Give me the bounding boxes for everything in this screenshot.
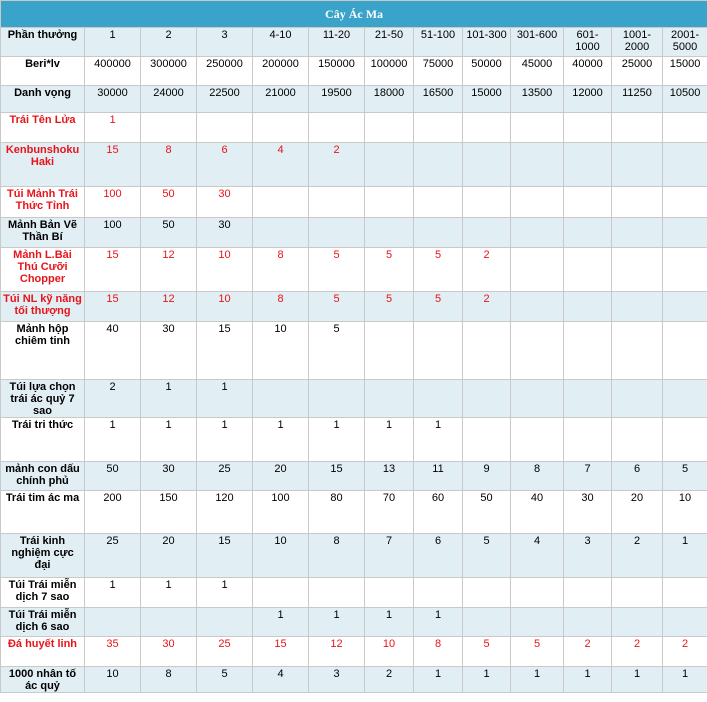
table-cell: 1: [663, 534, 707, 578]
table-cell: [511, 608, 564, 637]
table-row: [1, 578, 707, 608]
table-cell: [511, 322, 564, 380]
table-cell: [511, 248, 564, 292]
table-cell: [511, 143, 564, 187]
row-label: Túi lựa chọn trái ác quỷ 7 sao: [1, 380, 85, 418]
table-cell: 40: [85, 322, 141, 380]
table-cell: 30: [141, 637, 197, 667]
table-cell: [253, 578, 309, 608]
table-cell: [511, 418, 564, 462]
table-cell: [365, 322, 414, 380]
table-cell: 5: [414, 292, 463, 322]
column-header: 11-20: [309, 28, 365, 57]
table-cell: [414, 322, 463, 380]
table-cell: [253, 113, 309, 143]
table-cell: 1: [365, 608, 414, 637]
table-cell: 1: [663, 667, 707, 693]
table-cell: 8: [309, 534, 365, 578]
table-cell: 15: [85, 248, 141, 292]
table-row: [1, 608, 707, 637]
table-row: [1, 187, 707, 218]
column-header: 301-600: [511, 28, 564, 57]
row-label: Mảnh Bản Vẽ Thần Bí: [1, 218, 85, 248]
table-cell: [463, 322, 511, 380]
table-cell: 15: [85, 143, 141, 187]
table-cell: 35: [85, 637, 141, 667]
table-cell: [414, 578, 463, 608]
table-cell: 50000: [463, 57, 511, 86]
table-cell: 2: [463, 292, 511, 322]
header-row: [1, 28, 707, 57]
table-cell: 8: [141, 143, 197, 187]
table-cell: 10500: [663, 86, 707, 113]
table-cell: 1: [141, 380, 197, 418]
table-cell: [463, 380, 511, 418]
table-cell: 100: [253, 491, 309, 534]
row-label: Mảnh L.Bài Thú Cưỡi Chopper: [1, 248, 85, 292]
table-cell: 120: [197, 491, 253, 534]
table-cell: [663, 380, 707, 418]
table-cell: 10: [253, 534, 309, 578]
row-label: Danh vọng: [1, 86, 85, 113]
table-cell: 200000: [253, 57, 309, 86]
table-cell: 40000: [564, 57, 612, 86]
table-cell: 12: [141, 248, 197, 292]
table-cell: [612, 218, 663, 248]
table-cell: [612, 187, 663, 218]
table-cell: 5: [309, 322, 365, 380]
table-cell: 150: [141, 491, 197, 534]
column-header: 101-300: [463, 28, 511, 57]
table-cell: 15: [85, 292, 141, 322]
table-cell: [612, 578, 663, 608]
table-cell: [663, 578, 707, 608]
row-label: 1000 nhân tố ác quỷ: [1, 667, 85, 693]
table-cell: 8: [253, 248, 309, 292]
table-row: [1, 218, 707, 248]
table-cell: 2: [663, 637, 707, 667]
table-cell: [564, 218, 612, 248]
table-cell: 2: [612, 637, 663, 667]
row-label: Túi NL kỹ năng tối thượng: [1, 292, 85, 322]
row-label: Kenbunshoku Haki: [1, 143, 85, 187]
table-cell: [365, 380, 414, 418]
table-cell: 15: [309, 462, 365, 491]
table-cell: 8: [141, 667, 197, 693]
table-cell: [663, 248, 707, 292]
table-cell: 15: [253, 637, 309, 667]
table-cell: 1: [141, 578, 197, 608]
table-cell: 13500: [511, 86, 564, 113]
table-cell: 100000: [365, 57, 414, 86]
row-label: Túi Mảnh Trái Thức Tỉnh: [1, 187, 85, 218]
table-cell: [463, 608, 511, 637]
table-cell: 9: [463, 462, 511, 491]
table-cell: [564, 418, 612, 462]
table-cell: 30: [197, 218, 253, 248]
table-cell: [663, 113, 707, 143]
table-cell: [663, 608, 707, 637]
table-cell: 60: [414, 491, 463, 534]
table-cell: 5: [463, 637, 511, 667]
column-header: 4-10: [253, 28, 309, 57]
table-cell: 24000: [141, 86, 197, 113]
table-cell: 15: [197, 534, 253, 578]
table-cell: 3: [564, 534, 612, 578]
table-cell: [564, 608, 612, 637]
title-row: [1, 1, 707, 28]
table-cell: 15000: [663, 57, 707, 86]
table-cell: [511, 578, 564, 608]
table-cell: [564, 248, 612, 292]
table-cell: [414, 187, 463, 218]
table-cell: [612, 608, 663, 637]
table-title: Cây Ác Ma: [1, 1, 707, 28]
table-cell: 2: [309, 143, 365, 187]
table-cell: [463, 578, 511, 608]
table-cell: [564, 322, 612, 380]
table-cell: 5: [365, 292, 414, 322]
table-cell: [511, 187, 564, 218]
table-cell: [463, 218, 511, 248]
table-cell: [564, 113, 612, 143]
table-cell: 25: [85, 534, 141, 578]
table-cell: 1: [414, 608, 463, 637]
table-cell: 5: [365, 248, 414, 292]
table-cell: 1: [365, 418, 414, 462]
table-cell: 50: [141, 187, 197, 218]
table-cell: 1: [564, 667, 612, 693]
table-cell: 21000: [253, 86, 309, 113]
table-cell: [564, 380, 612, 418]
table-cell: [511, 292, 564, 322]
table-cell: [511, 218, 564, 248]
table-cell: 6: [197, 143, 253, 187]
table-cell: [612, 113, 663, 143]
table-cell: 25: [197, 462, 253, 491]
table-cell: 1: [511, 667, 564, 693]
table-cell: 10: [663, 491, 707, 534]
table-row: [1, 534, 707, 578]
table-cell: [253, 380, 309, 418]
table-cell: 400000: [85, 57, 141, 86]
table-cell: 1: [197, 380, 253, 418]
table-row: [1, 322, 707, 380]
table-cell: 1: [612, 667, 663, 693]
table-cell: 6: [612, 462, 663, 491]
table-cell: [309, 578, 365, 608]
row-label: Túi Trái miễn dịch 6 sao: [1, 608, 85, 637]
table-cell: 1: [85, 113, 141, 143]
table-cell: 2: [85, 380, 141, 418]
column-header: 1: [85, 28, 141, 57]
row-label: Trái tri thức: [1, 418, 85, 462]
table-cell: 3: [309, 667, 365, 693]
table-cell: [463, 143, 511, 187]
table-cell: 2: [612, 534, 663, 578]
table-cell: 20: [253, 462, 309, 491]
table-cell: [365, 113, 414, 143]
table-cell: 4: [253, 667, 309, 693]
table-cell: [141, 608, 197, 637]
table-cell: 70: [365, 491, 414, 534]
table-cell: 50: [463, 491, 511, 534]
table-cell: 20: [612, 491, 663, 534]
table-row: [1, 113, 707, 143]
table-cell: 22500: [197, 86, 253, 113]
table-cell: 15: [197, 322, 253, 380]
table-cell: 10: [85, 667, 141, 693]
table-cell: 150000: [309, 57, 365, 86]
table-row: [1, 491, 707, 534]
column-header: 1001-2000: [612, 28, 663, 57]
table-cell: 250000: [197, 57, 253, 86]
table-cell: [365, 578, 414, 608]
table-cell: [197, 608, 253, 637]
table-cell: 6: [414, 534, 463, 578]
table-cell: 5: [663, 462, 707, 491]
table-cell: 30: [197, 187, 253, 218]
table-cell: [612, 380, 663, 418]
table-cell: 1: [463, 667, 511, 693]
table-cell: [414, 380, 463, 418]
table-cell: [309, 187, 365, 218]
table-cell: 75000: [414, 57, 463, 86]
table-row: [1, 462, 707, 491]
table-cell: 10: [197, 292, 253, 322]
table-cell: [612, 143, 663, 187]
table-cell: 1: [197, 578, 253, 608]
row-label: Trái Tên Lửa: [1, 113, 85, 143]
table-cell: 2: [564, 637, 612, 667]
table-cell: 19500: [309, 86, 365, 113]
column-header: 2: [141, 28, 197, 57]
table-cell: [564, 143, 612, 187]
table-cell: [511, 380, 564, 418]
table-cell: [365, 218, 414, 248]
table-cell: 8: [414, 637, 463, 667]
table-cell: [463, 187, 511, 218]
table-cell: 4: [253, 143, 309, 187]
table-cell: [511, 113, 564, 143]
table-cell: [253, 218, 309, 248]
table-row: [1, 667, 707, 693]
column-header-label: Phần thưởng: [1, 28, 85, 57]
table-cell: 1: [414, 418, 463, 462]
table-cell: 8: [511, 462, 564, 491]
table-cell: 80: [309, 491, 365, 534]
table-cell: 7: [564, 462, 612, 491]
table-cell: 2: [463, 248, 511, 292]
table-cell: [309, 218, 365, 248]
table-cell: 10: [197, 248, 253, 292]
table-cell: 100: [85, 218, 141, 248]
table-row: [1, 637, 707, 667]
table-cell: 1: [197, 418, 253, 462]
table-cell: [612, 418, 663, 462]
table-cell: 5: [309, 248, 365, 292]
table-cell: 10: [365, 637, 414, 667]
table-cell: [663, 292, 707, 322]
table-cell: 30: [564, 491, 612, 534]
table-cell: [663, 418, 707, 462]
table-cell: 50: [141, 218, 197, 248]
table-cell: 1: [414, 667, 463, 693]
table-cell: [141, 113, 197, 143]
table-cell: 30: [141, 322, 197, 380]
table-cell: [414, 113, 463, 143]
row-label: Túi Trái miễn dịch 7 sao: [1, 578, 85, 608]
table-cell: [564, 292, 612, 322]
table-cell: 1: [253, 608, 309, 637]
table-cell: [612, 322, 663, 380]
column-header: 3: [197, 28, 253, 57]
table-cell: 200: [85, 491, 141, 534]
table-cell: 12000: [564, 86, 612, 113]
table-cell: 18000: [365, 86, 414, 113]
table-cell: 30: [141, 462, 197, 491]
row-label: Mảnh hộp chiêm tinh: [1, 322, 85, 380]
table-cell: [463, 418, 511, 462]
table-row: [1, 418, 707, 462]
table-cell: 20: [141, 534, 197, 578]
table-cell: [414, 218, 463, 248]
table-cell: [564, 578, 612, 608]
table-cell: 25: [197, 637, 253, 667]
row-label: Trái tim ác ma: [1, 491, 85, 534]
table-cell: 2: [365, 667, 414, 693]
table-cell: [663, 187, 707, 218]
row-label: Trái kinh nghiệm cực đại: [1, 534, 85, 578]
table-cell: [612, 292, 663, 322]
table-cell: 30000: [85, 86, 141, 113]
table-row: [1, 57, 707, 86]
table-cell: [85, 608, 141, 637]
table-cell: [365, 187, 414, 218]
table-cell: 5: [309, 292, 365, 322]
table-cell: 300000: [141, 57, 197, 86]
table-cell: 1: [253, 418, 309, 462]
column-header: 51-100: [414, 28, 463, 57]
table-cell: [253, 187, 309, 218]
table-cell: 100: [85, 187, 141, 218]
table-cell: [309, 113, 365, 143]
table-cell: 8: [253, 292, 309, 322]
row-label: Beri*lv: [1, 57, 85, 86]
table-cell: [612, 248, 663, 292]
table-cell: 15000: [463, 86, 511, 113]
table-row: [1, 248, 707, 292]
table-cell: 5: [197, 667, 253, 693]
table-cell: 11: [414, 462, 463, 491]
table-cell: 10: [253, 322, 309, 380]
table-cell: 45000: [511, 57, 564, 86]
table-cell: [309, 380, 365, 418]
row-label: Đá huyết linh: [1, 637, 85, 667]
column-header: 21-50: [365, 28, 414, 57]
table-cell: 50: [85, 462, 141, 491]
table-cell: 1: [309, 608, 365, 637]
table-cell: [564, 187, 612, 218]
table-cell: 13: [365, 462, 414, 491]
table-cell: 25000: [612, 57, 663, 86]
table-cell: 4: [511, 534, 564, 578]
table-cell: 12: [141, 292, 197, 322]
table-cell: 1: [141, 418, 197, 462]
column-header: 601-1000: [564, 28, 612, 57]
table-cell: 40: [511, 491, 564, 534]
row-label: mảnh con dấu chính phủ: [1, 462, 85, 491]
table-cell: [365, 143, 414, 187]
table-cell: 11250: [612, 86, 663, 113]
table-cell: [463, 113, 511, 143]
table-cell: 5: [511, 637, 564, 667]
column-header: 2001-5000: [663, 28, 707, 57]
table-row: [1, 143, 707, 187]
table-row: [1, 292, 707, 322]
table-cell: [663, 143, 707, 187]
table-cell: 12: [309, 637, 365, 667]
table-cell: [197, 113, 253, 143]
table-cell: [414, 143, 463, 187]
table-cell: [663, 322, 707, 380]
table-cell: 1: [85, 578, 141, 608]
table-cell: 5: [463, 534, 511, 578]
table-cell: 1: [309, 418, 365, 462]
table-cell: 1: [85, 418, 141, 462]
table-cell: 7: [365, 534, 414, 578]
table-cell: [663, 218, 707, 248]
table-cell: 5: [414, 248, 463, 292]
table-row: [1, 380, 707, 418]
table-row: [1, 86, 707, 113]
table-cell: 16500: [414, 86, 463, 113]
